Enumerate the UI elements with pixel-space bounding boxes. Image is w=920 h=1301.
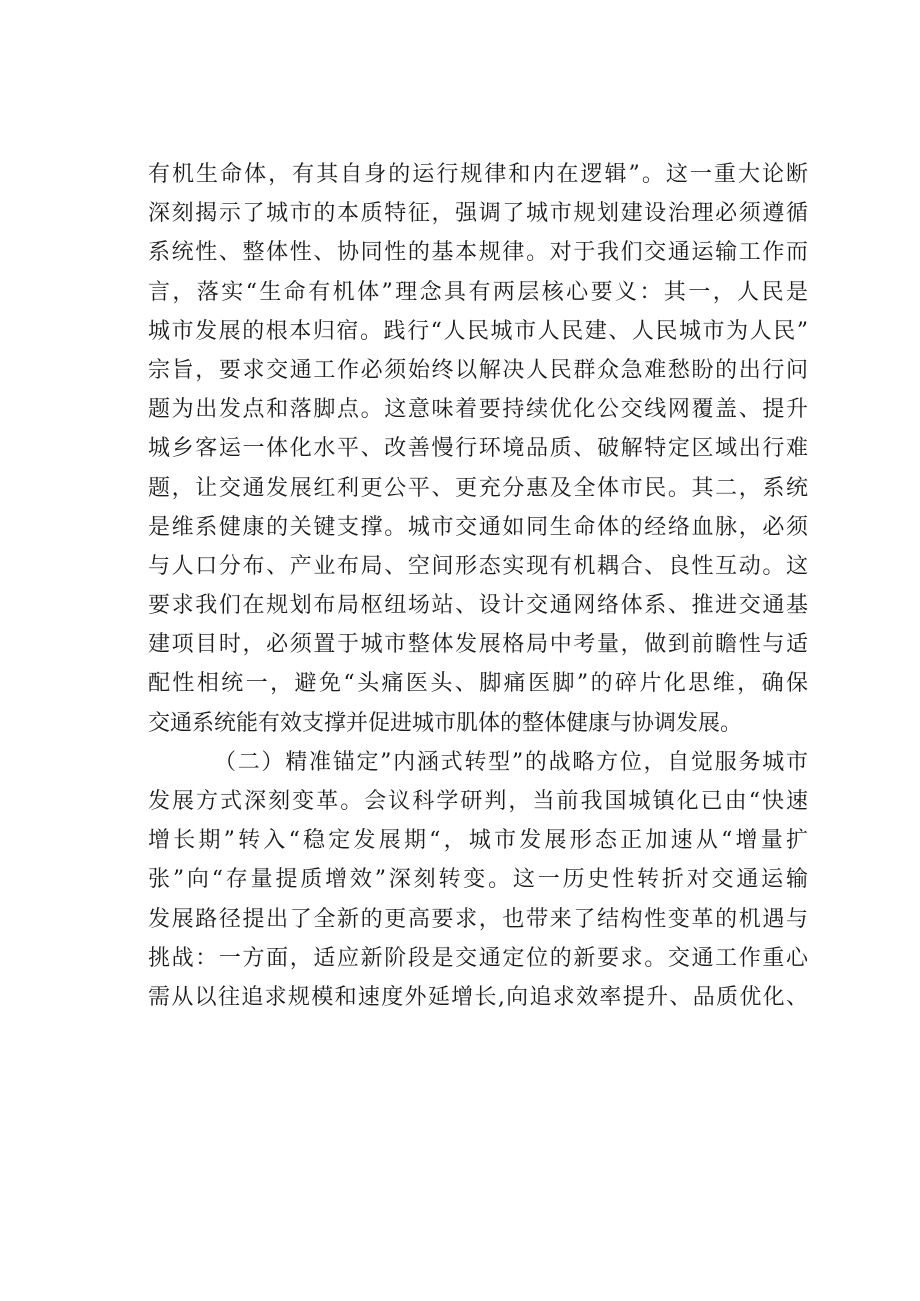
text-line: 题为出发点和落脚点。这意味着要持续优化公交线网覆盖、提升 [148,397,808,423]
text-line: 发展路径提出了全新的更高要求，也带来了结构性变革的机遇与 [148,906,808,932]
text-line: 城市发展的根本归宿。践行“人民城市人民建、人民城市为人民” [148,318,808,344]
text-line: 言，落实“生命有机体”理念具有两层核心要义：其一，人民是 [148,279,808,305]
text-line: 张”向“存量提质增效”深刻转变。这一历史性转折对交通运输 [148,867,808,893]
text-line: 城乡客运一体化水平、改善慢行环境品质、破解特定区域出行难 [148,436,808,462]
text-line: 系统性、整体性、协同性的基本规律。对于我们交通运输工作而 [148,240,808,266]
paragraph-2 [148,743,808,1017]
section-heading-line: （二）精准锚定”内涵式转型”的战略方位，自觉服务城市 [214,749,808,775]
text-line: 有机生命体，有其自身的运行规律和内在逻辑”。这一重大论断 [148,162,808,187]
text-line: 与人口分布、产业布局、空间形态实现有机耦合、良性互动。这 [148,553,808,579]
text-line: 需从以往追求规模和速度外延增长,向追求效率提升、品质优化、 [148,984,808,1010]
text-line: 要求我们在规划布局枢纽场站、设计交通网络体系、推进交通基 [148,593,808,619]
text-line: 宗旨，要求交通工作必须始终以解决人民群众急难愁盼的出行问 [148,357,808,383]
paragraph-1 [148,155,808,743]
text-line: 增长期”转入“稳定发展期“，城市发展形态正加速从“增量扩 [148,828,808,854]
text-line: 配性相统一，避免“头痛医头、脚痛医脚”的碎片化思维，确保 [148,671,808,697]
text-line: 挑战：一方面，适应新阶段是交通定位的新要求。交通工作重心 [148,945,808,971]
text-line: 题，让交通发展红利更公平、更充分惠及全体市民。其二，系统 [148,475,808,501]
text-line: 是维系健康的关键支撑。城市交通如同生命体的经络血脉，必须 [148,514,808,540]
document-body [148,155,808,1017]
text-line: 发展方式深刻变革。会议科学研判，当前我国城镇化已由“快速 [148,789,808,814]
text-line: 交通系统能有效支撑并促进城市肌体的整体健康与协调发展。 [148,710,743,736]
text-line: 深刻揭示了城市的本质特征，强调了城市规划建设治理必须遵循 [148,201,808,227]
text-line: 建项目时，必须置于城市整体发展格局中考量，做到前瞻性与适 [148,632,808,658]
